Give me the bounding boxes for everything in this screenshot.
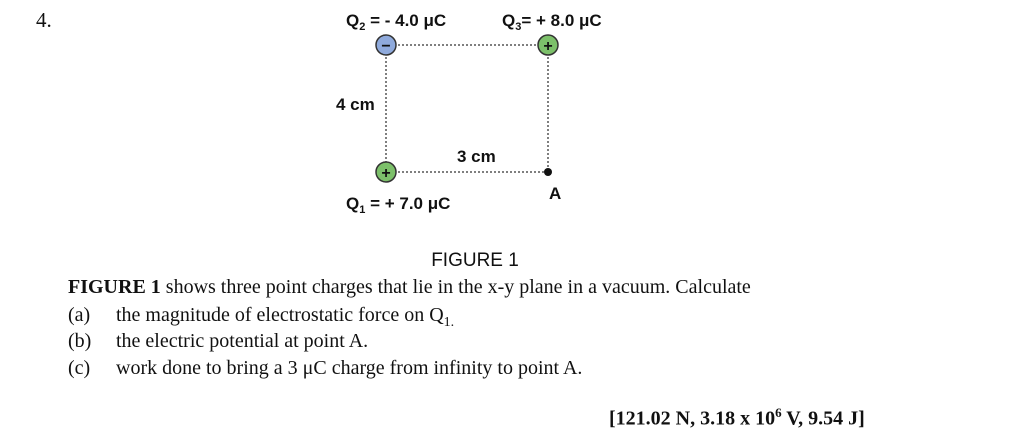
charge-q2-label: $Q_2$ = - 4.0 μC: [346, 11, 447, 33]
answer-pre: [121.02 N, 3.18 x 10: [609, 407, 776, 430]
intro-text: shows three point charges that lie in the x-y plane in a vacuum. Calculate: [160, 276, 751, 298]
horizontal-distance-label: 3 cm: [457, 147, 496, 166]
part-b-tag: (b): [68, 330, 92, 352]
part-a-subscript: 1.: [443, 315, 455, 330]
question-intro: [68, 276, 751, 299]
figure-caption: FIGURE 1: [431, 250, 519, 271]
part-c: [68, 357, 582, 380]
charge-q2-sign: −: [381, 38, 391, 55]
part-c-tag: (c): [68, 357, 91, 379]
charge-q1-sign: +: [381, 165, 391, 182]
point-a-label: A: [549, 184, 562, 203]
charge-q3-label: $Q_3= + 8.0$ μC: [502, 11, 602, 33]
charge-q1-label: $Q_1$ = + 7.0 μC: [346, 194, 451, 216]
part-c-text: work done to bring a 3 μC charge from infinity to point A.: [116, 357, 583, 379]
figure-reference: FIGURE 1: [68, 276, 161, 298]
charge-q1: [376, 162, 396, 182]
charge-q2: [376, 35, 396, 55]
vertical-distance-label: 4 cm: [336, 95, 375, 114]
point-a-dot: [544, 168, 552, 176]
part-a: [68, 304, 454, 331]
question-number: 4.: [36, 8, 52, 32]
part-b-text: the electric potential at point A.: [116, 330, 369, 352]
answer-exponent: 6: [775, 405, 782, 420]
part-a-text: the magnitude of electrostatic force on Q: [116, 304, 444, 326]
part-a-tag: (a): [68, 304, 91, 326]
answer-key: [609, 405, 865, 431]
charge-q3-sign: +: [543, 38, 553, 55]
answer-post: V, 9.54 J]: [781, 407, 865, 430]
charge-q3: [538, 35, 558, 55]
part-b: [68, 330, 368, 353]
